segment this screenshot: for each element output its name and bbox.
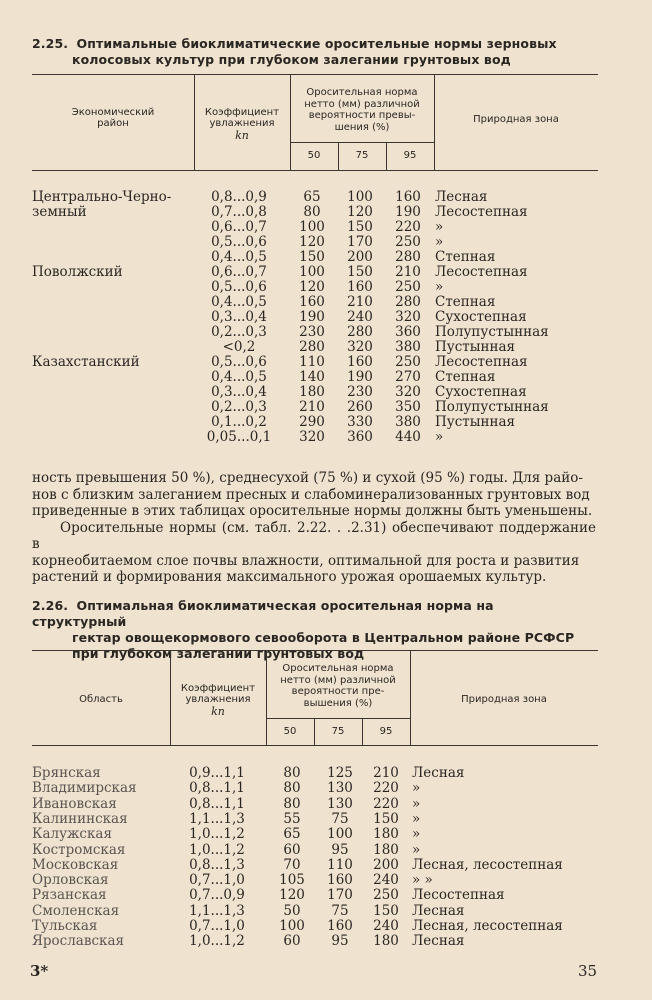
table-row bbox=[0, 415, 652, 430]
cell-value-50: 210 bbox=[299, 399, 325, 415]
cell-coefficient: 1,0...1,2 bbox=[189, 841, 245, 858]
table-row bbox=[0, 355, 652, 370]
cell-value-50: 50 bbox=[283, 902, 301, 919]
cell-value-95: 200 bbox=[373, 856, 399, 873]
table-row bbox=[0, 781, 652, 796]
cell-value-75: 170 bbox=[347, 234, 373, 250]
cell-coefficient: 1,0...1,2 bbox=[189, 826, 245, 843]
cell-value-75: 110 bbox=[327, 856, 353, 873]
cell-zone: » bbox=[435, 429, 444, 445]
cell-value-75: 260 bbox=[347, 399, 373, 415]
cell-value-95: 220 bbox=[395, 219, 421, 235]
table-row bbox=[0, 385, 652, 400]
table-row bbox=[0, 400, 652, 415]
header-text: Оросительная норма bbox=[306, 87, 418, 98]
table-row bbox=[0, 812, 652, 827]
cell-coefficient: 0,6...0,7 bbox=[211, 219, 267, 235]
cell-zone: » bbox=[412, 841, 421, 858]
cell-value-50: 80 bbox=[283, 795, 301, 812]
cell-value-95: 250 bbox=[373, 887, 399, 904]
header-text: район bbox=[97, 118, 129, 129]
body-paragraph bbox=[32, 470, 596, 586]
cell-value-50: 65 bbox=[283, 826, 301, 843]
table-row bbox=[0, 904, 652, 919]
cell-value-95: 320 bbox=[395, 309, 421, 325]
cell-zone: » bbox=[435, 234, 444, 250]
cell-value-50: 190 bbox=[299, 309, 325, 325]
cell-value-95: 250 bbox=[395, 354, 421, 370]
text-line: корнеобитаемом слое почвы влажности, оптимальной для роста и развития bbox=[32, 552, 580, 569]
cell-value-95: 320 bbox=[395, 384, 421, 400]
cell-value-95: 280 bbox=[395, 249, 421, 265]
table-row bbox=[0, 250, 652, 265]
text-line: растений и формирования максимального урожая орошаемых культур. bbox=[32, 569, 547, 585]
cell-value-50: 110 bbox=[299, 354, 325, 370]
cell-value-50: 180 bbox=[299, 384, 325, 400]
cell-value-95: 250 bbox=[395, 234, 421, 250]
signature-mark: 3* bbox=[30, 962, 49, 980]
cell-value-95: 210 bbox=[373, 765, 399, 781]
cell-region: Ивановская bbox=[32, 795, 117, 812]
cell-region: Владимирская bbox=[32, 780, 137, 797]
caption-line: при глубоком залегании грунтовых вод bbox=[72, 646, 365, 661]
cell-zone: Лесостепная bbox=[435, 354, 528, 370]
cell-value-95: 360 bbox=[395, 324, 421, 340]
cell-zone: Степная bbox=[435, 294, 496, 310]
cell-coefficient: 1,1...1,3 bbox=[189, 902, 245, 919]
table-number: 2.25. bbox=[32, 36, 69, 51]
table-row bbox=[0, 858, 652, 873]
cell-region: Костромская bbox=[32, 841, 126, 858]
cell-value-75: 160 bbox=[327, 872, 353, 889]
table-row bbox=[0, 797, 652, 812]
header-coefficient bbox=[170, 676, 266, 724]
subheader-rule bbox=[290, 142, 434, 143]
cell-value-75: 240 bbox=[347, 309, 373, 325]
cell-value-50: 100 bbox=[299, 264, 325, 280]
cell-value-95: 220 bbox=[373, 795, 399, 812]
header-text: вероятности превы- bbox=[308, 110, 416, 121]
cell-value-95: 220 bbox=[373, 780, 399, 797]
cell-zone: Сухостепная bbox=[435, 309, 527, 325]
header-region: Область bbox=[79, 694, 123, 706]
cell-zone: Пустынная bbox=[435, 339, 516, 355]
cell-value-50: 140 bbox=[299, 369, 325, 385]
cell-zone: » » bbox=[412, 872, 433, 889]
cell-value-50: 60 bbox=[283, 841, 301, 858]
cell-value-50: 120 bbox=[299, 279, 325, 295]
cell-value-95: 380 bbox=[395, 414, 421, 430]
cell-value-75: 200 bbox=[347, 249, 373, 265]
cell-region: Московская bbox=[32, 856, 119, 873]
cell-value-75: 130 bbox=[327, 795, 353, 812]
cell-value-95: 180 bbox=[373, 841, 399, 858]
cell-region: Калининская bbox=[32, 810, 128, 827]
cell-coefficient: 0,3...0,4 bbox=[211, 384, 267, 400]
cell-value-95: 160 bbox=[395, 189, 421, 205]
cell-value-75: 210 bbox=[347, 294, 373, 310]
cell-value-75: 120 bbox=[347, 204, 373, 220]
cell-coefficient: <0,2 bbox=[222, 339, 256, 355]
table-row bbox=[0, 280, 652, 295]
cell-region: Поволжский bbox=[32, 264, 123, 280]
cell-zone: » bbox=[412, 826, 421, 843]
cell-value-95: 280 bbox=[395, 294, 421, 310]
cell-zone: Степная bbox=[435, 369, 496, 385]
header-text: Коэффициент bbox=[180, 682, 256, 694]
cell-zone: Лесная bbox=[412, 902, 465, 919]
header-region bbox=[32, 98, 194, 138]
header-norm bbox=[266, 658, 410, 714]
table-row bbox=[0, 265, 652, 280]
cell-value-95: 180 bbox=[373, 826, 399, 843]
caption-line: Оптимальные биоклиматические оросительные нормы зерновых bbox=[76, 36, 557, 51]
header-text: шения (%) bbox=[334, 121, 390, 133]
cell-coefficient: 0,8...1,1 bbox=[189, 795, 245, 812]
cell-value-75: 95 bbox=[331, 841, 349, 858]
header-p50: 50 bbox=[283, 726, 297, 738]
cell-value-75: 320 bbox=[347, 339, 373, 355]
cell-region: Брянская bbox=[32, 765, 101, 781]
table-row bbox=[0, 205, 652, 220]
table-row bbox=[0, 827, 652, 842]
cell-coefficient: 1,0...1,2 bbox=[189, 933, 245, 950]
cell-value-50: 60 bbox=[283, 933, 301, 950]
cell-coefficient: 0,4...0,5 bbox=[211, 294, 267, 310]
table-row bbox=[0, 766, 652, 781]
cell-zone: Лесная bbox=[412, 933, 465, 950]
cell-zone: Лесная, лесостепная bbox=[412, 856, 563, 873]
cell-coefficient: 0,7...1,0 bbox=[189, 872, 245, 889]
caption-line: гектар овощекормового севооборота в Центральном районе РСФСР bbox=[72, 630, 575, 645]
cell-value-50: 120 bbox=[299, 234, 325, 250]
cell-value-95: 180 bbox=[373, 933, 399, 950]
header-text: увлажнения bbox=[185, 694, 251, 706]
cell-value-95: 150 bbox=[373, 810, 399, 827]
cell-coefficient: 0,05...0,1 bbox=[206, 429, 272, 445]
table-row bbox=[0, 340, 652, 355]
cell-region: Казахстанский bbox=[32, 354, 140, 370]
cell-coefficient: 0,5...0,6 bbox=[211, 279, 267, 295]
header-coefficient bbox=[194, 100, 290, 148]
text-line: приведенные в этих таблицах оросительные нормы должны быть уменьшены. bbox=[32, 503, 593, 519]
cell-coefficient: 0,8...1,1 bbox=[189, 780, 245, 797]
cell-zone: » bbox=[412, 780, 421, 797]
cell-zone: Лесостепная bbox=[435, 264, 528, 280]
cell-value-75: 95 bbox=[331, 933, 349, 950]
header-text: нетто (мм) различной bbox=[280, 674, 396, 686]
table-row bbox=[0, 843, 652, 858]
cell-value-95: 190 bbox=[395, 204, 421, 220]
cell-zone: Лесостепная bbox=[412, 887, 505, 904]
header-zone: Природная зона bbox=[473, 114, 559, 126]
table-row bbox=[0, 370, 652, 385]
table-row bbox=[0, 220, 652, 235]
cell-value-50: 320 bbox=[299, 429, 325, 445]
cell-value-75: 150 bbox=[347, 264, 373, 280]
cell-zone: » bbox=[435, 219, 444, 235]
cell-coefficient: 0,7...1,0 bbox=[189, 918, 245, 934]
cell-value-95: 380 bbox=[395, 339, 421, 355]
header-p95: 95 bbox=[379, 726, 393, 738]
cell-value-75: 160 bbox=[347, 279, 373, 295]
cell-region: Центрально-Черно- bbox=[32, 189, 172, 205]
cell-zone: Лесная bbox=[412, 765, 465, 781]
cell-value-75: 330 bbox=[347, 414, 373, 430]
cell-value-75: 100 bbox=[347, 189, 373, 205]
cell-value-75: 75 bbox=[331, 810, 349, 827]
cell-coefficient: 0,5...0,6 bbox=[211, 354, 267, 370]
cell-value-75: 280 bbox=[347, 324, 373, 340]
cell-value-95: 250 bbox=[395, 279, 421, 295]
cell-value-95: 210 bbox=[395, 264, 421, 280]
cell-value-95: 350 bbox=[395, 399, 421, 415]
cell-coefficient: 0,5...0,6 bbox=[211, 234, 267, 250]
cell-region: Калужская bbox=[32, 826, 112, 843]
table-row bbox=[0, 325, 652, 340]
cell-zone: » bbox=[435, 279, 444, 295]
cell-value-75: 150 bbox=[347, 219, 373, 235]
cell-value-50: 160 bbox=[299, 294, 325, 310]
cell-zone: Лесная, лесостепная bbox=[412, 918, 563, 934]
table-rule bbox=[32, 170, 598, 171]
cell-value-50: 290 bbox=[299, 414, 325, 430]
header-text: Коэффициент bbox=[204, 106, 280, 118]
header-symbol: kn bbox=[211, 704, 225, 718]
table-row bbox=[0, 190, 652, 205]
cell-region: Ярославская bbox=[32, 933, 125, 950]
cell-zone: Полупустынная bbox=[435, 324, 549, 340]
table-number: 2.26. bbox=[32, 598, 69, 613]
header-p95: 95 bbox=[403, 150, 417, 162]
cell-coefficient: 0,2...0,3 bbox=[211, 324, 267, 340]
cell-value-50: 280 bbox=[299, 339, 325, 355]
cell-coefficient: 0,7...0,8 bbox=[211, 204, 267, 220]
table-row bbox=[0, 430, 652, 445]
cell-value-50: 80 bbox=[283, 765, 301, 781]
cell-value-95: 270 bbox=[395, 369, 421, 385]
cell-value-75: 230 bbox=[347, 384, 373, 400]
cell-value-75: 170 bbox=[327, 887, 353, 904]
header-symbol: kn bbox=[235, 128, 249, 142]
cell-value-50: 120 bbox=[279, 887, 305, 904]
cell-zone: Сухостепная bbox=[435, 384, 527, 400]
cell-region: Смоленская bbox=[32, 902, 120, 919]
cell-coefficient: 0,4...0,5 bbox=[211, 369, 267, 385]
header-p75: 75 bbox=[355, 150, 369, 162]
page-number: 35 bbox=[578, 962, 598, 980]
cell-coefficient: 0,8...0,9 bbox=[211, 189, 267, 205]
cell-value-50: 100 bbox=[299, 219, 325, 235]
caption-line: колосовых культур при глубоком залегании грунтовых вод bbox=[72, 52, 511, 67]
cell-region: земный bbox=[32, 204, 87, 220]
text-line: нов с близким залеганием пресных и слабоминерализованных грунтовых вод bbox=[32, 486, 590, 503]
cell-value-95: 240 bbox=[373, 918, 399, 934]
cell-zone: Пустынная bbox=[435, 414, 516, 430]
cell-value-95: 440 bbox=[395, 429, 421, 445]
cell-value-50: 80 bbox=[303, 204, 321, 220]
header-text: Оросительная норма bbox=[282, 663, 394, 674]
table-row bbox=[0, 934, 652, 949]
cell-region: Тульская bbox=[32, 918, 98, 934]
cell-zone: Лесная bbox=[435, 189, 488, 205]
cell-value-95: 150 bbox=[373, 902, 399, 919]
text-line: ность превышения 50 %), среднесухой (75 %) и сухой (95 %) годы. Для райо- bbox=[32, 470, 583, 486]
table-row bbox=[0, 888, 652, 903]
cell-value-75: 125 bbox=[327, 765, 353, 781]
cell-value-75: 130 bbox=[327, 780, 353, 797]
table-2-26-caption bbox=[32, 598, 592, 662]
header-norm bbox=[290, 82, 434, 138]
cell-coefficient: 0,7...0,9 bbox=[189, 887, 245, 904]
cell-coefficient: 0,9...1,1 bbox=[189, 765, 245, 781]
header-text: вероятности пре- bbox=[291, 686, 385, 697]
table-2-25-caption bbox=[32, 36, 592, 68]
cell-value-50: 230 bbox=[299, 324, 325, 340]
cell-zone: Лесостепная bbox=[435, 204, 528, 220]
header-zone: Природная зона bbox=[461, 694, 547, 706]
cell-value-75: 360 bbox=[347, 429, 373, 445]
cell-coefficient: 0,6...0,7 bbox=[211, 264, 267, 280]
text-line: Оросительные нормы (см. табл. 2.22. . .2.31) обеспечивают поддержание в bbox=[32, 519, 596, 552]
cell-value-75: 75 bbox=[331, 902, 349, 919]
cell-value-50: 100 bbox=[279, 918, 305, 934]
cell-region: Рязанская bbox=[32, 887, 107, 904]
cell-value-75: 190 bbox=[347, 369, 373, 385]
cell-coefficient: 0,3...0,4 bbox=[211, 309, 267, 325]
cell-zone: Полупустынная bbox=[435, 399, 549, 415]
header-text: Экономический bbox=[71, 106, 155, 118]
table-row bbox=[0, 873, 652, 888]
table-rule bbox=[32, 74, 598, 75]
cell-coefficient: 0,8...1,3 bbox=[189, 856, 245, 873]
table-row bbox=[0, 310, 652, 325]
cell-zone: » bbox=[412, 795, 421, 812]
cell-zone: » bbox=[412, 810, 421, 827]
cell-region: Орловская bbox=[32, 872, 109, 889]
table-row bbox=[0, 295, 652, 310]
table-rule bbox=[32, 650, 598, 651]
cell-value-50: 70 bbox=[283, 856, 301, 873]
header-p50: 50 bbox=[307, 150, 321, 162]
table-rule bbox=[32, 745, 598, 746]
cell-value-75: 100 bbox=[327, 826, 353, 843]
cell-value-75: 160 bbox=[327, 918, 353, 934]
table-row bbox=[0, 919, 652, 934]
table-row bbox=[0, 235, 652, 250]
cell-value-50: 150 bbox=[299, 249, 325, 265]
header-text: вышения (%) bbox=[303, 697, 373, 709]
cell-coefficient: 0,4...0,5 bbox=[211, 249, 267, 265]
caption-line: Оптимальная биоклиматическая оросительная норма на структурный bbox=[32, 598, 494, 629]
cell-value-50: 80 bbox=[283, 780, 301, 797]
cell-value-50: 55 bbox=[283, 810, 301, 827]
cell-coefficient: 0,1...0,2 bbox=[211, 414, 267, 430]
cell-value-50: 105 bbox=[279, 872, 305, 889]
header-p75: 75 bbox=[331, 726, 345, 738]
cell-value-50: 65 bbox=[303, 189, 321, 205]
cell-coefficient: 1,1...1,3 bbox=[189, 810, 245, 827]
header-text: увлажнения bbox=[209, 118, 275, 130]
cell-coefficient: 0,2...0,3 bbox=[211, 399, 267, 415]
cell-value-75: 160 bbox=[347, 354, 373, 370]
cell-value-95: 240 bbox=[373, 872, 399, 889]
header-text: нетто (мм) различной bbox=[304, 98, 420, 110]
subheader-rule bbox=[266, 718, 410, 719]
cell-zone: Степная bbox=[435, 249, 496, 265]
